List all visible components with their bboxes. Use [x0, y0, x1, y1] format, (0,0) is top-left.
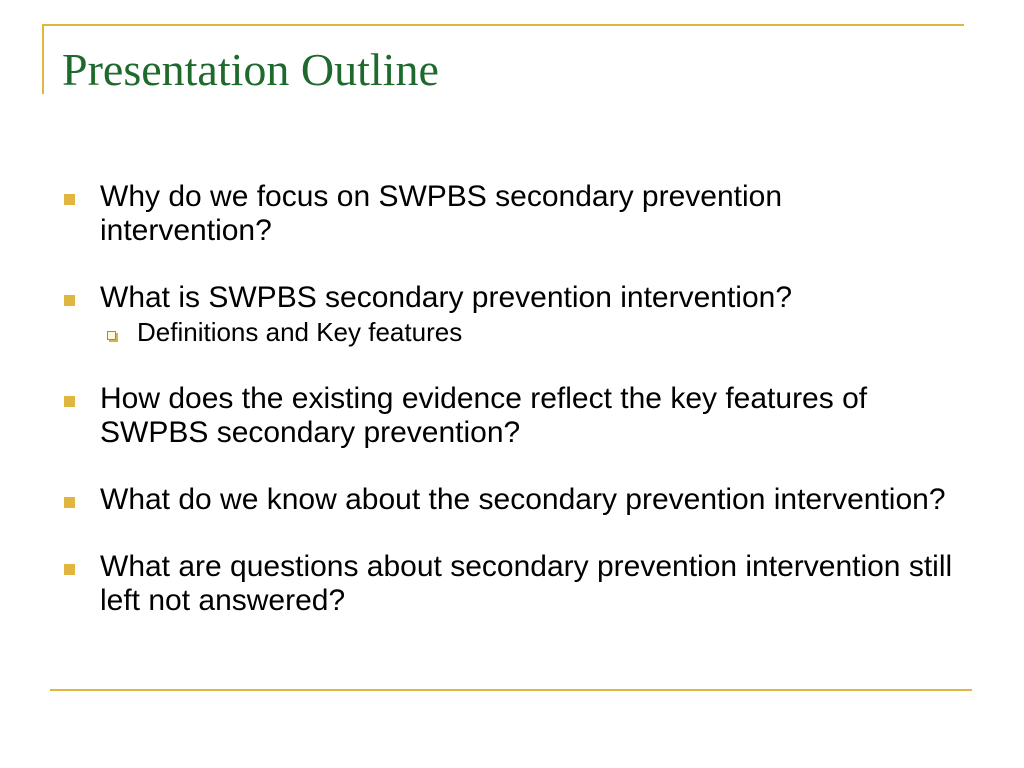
square-bullet-icon	[64, 194, 75, 205]
bullet-text-3: How does the existing evidence reflect the key features of SWPBS secondary prevention?	[100, 382, 868, 449]
square-bullet-icon	[64, 497, 75, 508]
bullet-text-1: Why do we focus on SWPBS secondary prevention intervention?	[100, 180, 783, 247]
bullet-item-1	[62, 180, 962, 248]
bullet-item-3	[62, 382, 962, 450]
square-bullet-icon	[64, 396, 75, 407]
bullet-item-5	[62, 550, 962, 618]
left-border-line	[42, 24, 44, 94]
bullet-item-4	[62, 483, 962, 517]
bullet-text-4: What do we know about the secondary prevention intervention?	[100, 483, 946, 516]
sub-bullet-item-1	[62, 317, 962, 347]
top-border-line	[42, 24, 964, 26]
square-bullet-icon	[64, 295, 75, 306]
bottom-border-line	[50, 689, 972, 691]
bullet-text-2: What is SWPBS secondary prevention intervention?	[100, 281, 793, 314]
sub-bullet-text-1: Definitions and Key features	[137, 317, 463, 347]
square-bullet-icon	[64, 564, 75, 575]
bullet-list	[62, 180, 962, 651]
bullet-text-5: What are questions about secondary prevention intervention still left not answered?	[100, 550, 953, 617]
slide-title: Presentation Outline	[62, 44, 439, 95]
hollow-square-bullet-icon	[107, 331, 116, 340]
bullet-item-2	[62, 281, 962, 315]
